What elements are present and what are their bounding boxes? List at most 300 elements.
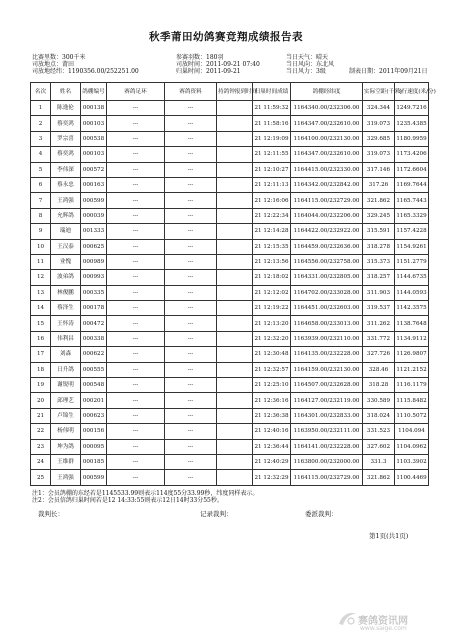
cell-distance: 318.28	[363, 378, 395, 393]
cell-distance: 318.257	[363, 270, 395, 285]
cell-speed: 1134.9112	[395, 331, 429, 346]
cell-name: 王汉泰	[51, 239, 81, 254]
header-loft-id: 鸽棚编号	[81, 83, 107, 101]
cell-ring: ---	[107, 224, 165, 239]
cell-coords: 1164451.00/232603.00	[291, 301, 363, 316]
cell-coords: 1164342.00/232842.00	[291, 177, 363, 192]
table-row	[31, 285, 429, 300]
cell-speed: 1165.7443	[395, 193, 429, 208]
cell-distance: 327.726	[363, 347, 395, 362]
table-row	[31, 408, 429, 423]
cell-coords: 1164658.00/233013.00	[291, 316, 363, 331]
table-row	[31, 378, 429, 393]
cell-pigeon-info: ---	[165, 193, 217, 208]
cell-ring: ---	[107, 131, 165, 146]
table-row	[31, 270, 429, 285]
cell-name: 邱理艺	[51, 393, 81, 408]
cell-clock-time	[217, 254, 253, 269]
cell-loft-id: 000625	[81, 239, 107, 254]
cell-loft-id: 000599	[81, 470, 107, 485]
cell-arrival: 21 11:58:16	[253, 116, 291, 131]
table-row	[31, 177, 429, 192]
table-header-row	[31, 83, 429, 101]
cell-arrival: 21 12:22:34	[253, 208, 291, 223]
cell-name: 王维群	[51, 454, 81, 469]
cell-rank: 12	[31, 270, 51, 285]
cell-distance: 331.772	[363, 331, 395, 346]
cell-ring: ---	[107, 316, 165, 331]
cell-speed: 1100.4469	[395, 470, 429, 485]
cell-rank: 25	[31, 470, 51, 485]
cell-pigeon-info: ---	[165, 439, 217, 454]
cell-distance: 315.591	[363, 224, 395, 239]
cell-speed: 1110.5072	[395, 408, 429, 423]
cell-pigeon-info: ---	[165, 424, 217, 439]
cell-ring: ---	[107, 378, 165, 393]
cell-coords: 1164127.00/232119.00	[291, 393, 363, 408]
cell-ring: ---	[107, 239, 165, 254]
cell-ring: ---	[107, 193, 165, 208]
cell-coords: 1164135.00/232228.00	[291, 347, 363, 362]
cell-name: 日升鸽	[51, 362, 81, 377]
table-row	[31, 224, 429, 239]
cell-arrival: 21 12:30:48	[253, 347, 291, 362]
cell-rank: 17	[31, 347, 51, 362]
cell-name: 林俊鹏	[51, 285, 81, 300]
cell-arrival: 21 12:40:29	[253, 454, 291, 469]
cell-ring: ---	[107, 408, 165, 423]
meta-release-coords: 司放地经纬：1190356.00/252251.00	[32, 68, 139, 75]
cell-loft-id: 000622	[81, 347, 107, 362]
cell-ring: ---	[107, 208, 165, 223]
table-row	[31, 239, 429, 254]
cell-ring: ---	[107, 362, 165, 377]
cell-pigeon-info: ---	[165, 208, 217, 223]
cell-arrival: 21 12:11:55	[253, 147, 291, 162]
cell-arrival: 21 12:14:28	[253, 224, 291, 239]
cell-ring: ---	[107, 301, 165, 316]
cell-pigeon-info: ---	[165, 239, 217, 254]
table-row	[31, 116, 429, 131]
cell-loft-id: 000472	[81, 316, 107, 331]
header-pigeon-info: 赛鸽资料	[165, 83, 217, 101]
cell-clock-time	[217, 116, 253, 131]
cell-loft-id: 000095	[81, 439, 107, 454]
cell-name: 允辉鸽	[51, 208, 81, 223]
cell-ring: ---	[107, 147, 165, 162]
cell-coords: 1163939.00/232110.00	[291, 331, 363, 346]
table-row	[31, 331, 429, 346]
cell-name: 瑞迪	[51, 224, 81, 239]
table-row	[31, 470, 429, 485]
cell-arrival: 21 12:25:10	[253, 378, 291, 393]
cell-ring: ---	[107, 101, 165, 116]
cell-speed: 1144.0593	[395, 285, 429, 300]
cell-rank: 10	[31, 239, 51, 254]
cell-speed: 1115.8482	[395, 393, 429, 408]
cell-loft-id: 000572	[81, 162, 107, 177]
cell-arrival: 21 12:19:22	[253, 301, 291, 316]
cell-clock-time	[217, 470, 253, 485]
cell-arrival: 21 12:19:09	[253, 131, 291, 146]
cell-ring: ---	[107, 347, 165, 362]
cell-loft-id: 000548	[81, 378, 107, 393]
cell-speed: 1154.9261	[395, 239, 429, 254]
table-row	[31, 316, 429, 331]
cell-clock-time	[217, 239, 253, 254]
cell-speed: 1172.6604	[395, 162, 429, 177]
cell-name: 王鸿强	[51, 193, 81, 208]
cell-coords: 1164115.00/232729.00	[291, 193, 363, 208]
header-rank: 名次	[31, 83, 51, 101]
cell-distance: 315.373	[363, 254, 395, 269]
cell-clock-time	[217, 270, 253, 285]
cell-loft-id: 000201	[81, 393, 107, 408]
cell-clock-time	[217, 101, 253, 116]
cell-name: 业愧	[51, 254, 81, 269]
cell-pigeon-info: ---	[165, 116, 217, 131]
cell-rank: 7	[31, 193, 51, 208]
cell-pigeon-info: ---	[165, 378, 217, 393]
site-watermark	[336, 608, 436, 634]
meta-entries: 参赛羽数：180羽	[176, 54, 224, 61]
cell-distance: 318.024	[363, 408, 395, 423]
cell-clock-time	[217, 162, 253, 177]
table-row	[31, 208, 429, 223]
cell-clock-time	[217, 378, 253, 393]
cell-name: 蔡奕鸿	[51, 147, 81, 162]
cell-arrival: 21 12:36:16	[253, 393, 291, 408]
cell-ring: ---	[107, 116, 165, 131]
cell-loft-id: 000178	[81, 301, 107, 316]
cell-loft-id: 000555	[81, 362, 107, 377]
cell-clock-time	[217, 301, 253, 316]
cell-pigeon-info: ---	[165, 162, 217, 177]
cell-loft-id: 000338	[81, 331, 107, 346]
cell-clock-time	[217, 131, 253, 146]
cell-clock-time	[217, 208, 253, 223]
cell-rank: 3	[31, 131, 51, 146]
cell-rank: 6	[31, 177, 51, 192]
cell-coords: 1164100.00/232130.00	[291, 131, 363, 146]
table-row	[31, 454, 429, 469]
cell-rank: 14	[31, 301, 51, 316]
cell-rank: 11	[31, 254, 51, 269]
cell-name: 罗宗喜	[51, 131, 81, 146]
cell-name: 王怀涛	[51, 316, 81, 331]
cell-distance: 327.602	[363, 439, 395, 454]
meta-release-time: 司放时间：2011-09-21 07:40	[176, 61, 260, 68]
header-distance: 实际空距(千米)	[363, 83, 395, 101]
cell-coords: 1164301.00/232833.00	[291, 408, 363, 423]
cell-rank: 24	[31, 454, 51, 469]
signature-commissioner: 委派裁判：	[305, 510, 338, 518]
cell-name: 陈逸伦	[51, 101, 81, 116]
cell-clock-time	[217, 285, 253, 300]
table-row	[31, 301, 429, 316]
meta-wind: 当日风向：东北风	[286, 61, 335, 68]
cell-distance: 328.46	[363, 362, 395, 377]
cell-loft-id: 000156	[81, 424, 107, 439]
cell-name: 李伟深	[51, 162, 81, 177]
cell-name: 杨伟明	[51, 424, 81, 439]
cell-coords: 1164340.00/232306.00	[291, 101, 363, 116]
cell-loft-id: 000103	[81, 147, 107, 162]
watermark-url: www.saige.com	[360, 625, 407, 632]
cell-distance: 319.073	[363, 147, 395, 162]
cell-name: 蔡永忠	[51, 177, 81, 192]
cell-loft-id: 000599	[81, 193, 107, 208]
cell-speed: 1249.7216	[395, 101, 429, 116]
cell-pigeon-info: ---	[165, 316, 217, 331]
cell-name: 刘森	[51, 347, 81, 362]
cell-ring: ---	[107, 439, 165, 454]
cell-loft-id: 000623	[81, 408, 107, 423]
cell-clock-time	[217, 454, 253, 469]
cell-pigeon-info: ---	[165, 470, 217, 485]
cell-clock-time	[217, 331, 253, 346]
cell-ring: ---	[107, 254, 165, 269]
cell-distance: 311.262	[363, 316, 395, 331]
cell-speed: 1126.9807	[395, 347, 429, 362]
table-row	[31, 439, 429, 454]
cell-speed: 1157.4228	[395, 224, 429, 239]
cell-distance: 331.3	[363, 454, 395, 469]
cell-distance: 331.523	[363, 424, 395, 439]
cell-coords: 1164415.00/232330.00	[291, 162, 363, 177]
cell-clock-time	[217, 316, 253, 331]
table-row	[31, 362, 429, 377]
report-title: 秋季莆田幼鸽赛竞翔成绩报告表	[149, 31, 303, 43]
cell-distance: 318.278	[363, 239, 395, 254]
cell-arrival: 21 12:40:16	[253, 424, 291, 439]
cell-ring: ---	[107, 331, 165, 346]
cell-ring: ---	[107, 470, 165, 485]
cell-clock-time	[217, 362, 253, 377]
cell-name: 伟利昌	[51, 331, 81, 346]
cell-coords: 1164347.00/232610.00	[291, 147, 363, 162]
cell-loft-id: 000103	[81, 116, 107, 131]
cell-arrival: 21 12:12:02	[253, 285, 291, 300]
cell-name: 蔡泽生	[51, 301, 81, 316]
cell-speed: 1169.7644	[395, 177, 429, 192]
cell-speed: 1235.4385	[395, 116, 429, 131]
cell-pigeon-info: ---	[165, 285, 217, 300]
table-row	[31, 393, 429, 408]
header-arrival: 归巢时间成绩	[253, 83, 291, 101]
cell-name: 波弟鸽	[51, 270, 81, 285]
cell-speed: 1121.2152	[395, 362, 429, 377]
table-row	[31, 347, 429, 362]
cell-ring: ---	[107, 270, 165, 285]
meta-release-place: 司放地点：莆田	[32, 61, 75, 68]
cell-ring: ---	[107, 177, 165, 192]
header-clock-time: 持鸽钟报到时间	[217, 83, 253, 101]
cell-speed: 1138.7648	[395, 316, 429, 331]
cell-loft-id: 000335	[81, 285, 107, 300]
cell-coords: 1164556.00/232758.00	[291, 254, 363, 269]
cell-loft-id: 000538	[81, 131, 107, 146]
cell-distance: 324.344	[363, 101, 395, 116]
header-speed: 飞行速度(米/分)	[395, 83, 429, 101]
cell-loft-id: 000989	[81, 254, 107, 269]
cell-clock-time	[217, 408, 253, 423]
cell-coords: 1164347.00/232610.00	[291, 116, 363, 131]
pigeon-logo-icon	[336, 608, 358, 630]
cell-arrival: 21 12:18:02	[253, 270, 291, 285]
cell-clock-time	[217, 177, 253, 192]
cell-pigeon-info: ---	[165, 131, 217, 146]
cell-loft-id: 000185	[81, 454, 107, 469]
cell-speed: 1180.9959	[395, 131, 429, 146]
cell-name: 坤为鸽	[51, 439, 81, 454]
cell-coords: 1164115.00/232729.00	[291, 470, 363, 485]
cell-rank: 23	[31, 439, 51, 454]
cell-distance: 330.589	[363, 393, 395, 408]
cell-clock-time	[217, 224, 253, 239]
cell-rank: 19	[31, 378, 51, 393]
cell-arrival: 21 11:59:32	[253, 101, 291, 116]
cell-distance: 321.862	[363, 193, 395, 208]
table-row	[31, 131, 429, 146]
cell-rank: 1	[31, 101, 51, 116]
cell-speed: 1142.3575	[395, 301, 429, 316]
table-row	[31, 193, 429, 208]
cell-name: 王鸿强	[51, 470, 81, 485]
note-coordinates: 注1：会员鸽棚的东经若是1145533.99则表示114度55分33.99秒，纬度同样表示。	[32, 490, 259, 497]
cell-coords: 1164459.00/232636.00	[291, 239, 363, 254]
cell-arrival: 21 12:32:29	[253, 470, 291, 485]
cell-speed: 1104.094	[395, 424, 429, 439]
cell-rank: 18	[31, 362, 51, 377]
cell-arrival: 21 12:16:06	[253, 193, 291, 208]
cell-speed: 1144.6735	[395, 270, 429, 285]
cell-ring: ---	[107, 162, 165, 177]
cell-coords: 1164159.00/232130.00	[291, 362, 363, 377]
note-arrival-time: 注2：会员信鸽归巢时间若是12 14:33:55则表示12日14时33分55秒。	[32, 497, 223, 504]
cell-rank: 4	[31, 147, 51, 162]
cell-coords: 1164507.00/232628.00	[291, 378, 363, 393]
cell-rank: 2	[31, 116, 51, 131]
cell-distance: 311.903	[363, 285, 395, 300]
cell-arrival: 21 12:15:35	[253, 239, 291, 254]
cell-clock-time	[217, 147, 253, 162]
page-number: 第1页(共1页)	[369, 532, 409, 540]
cell-name: 谢锐明	[51, 378, 81, 393]
header-coords: 鸽棚经纬度	[291, 83, 363, 101]
cell-name: 卢锦生	[51, 408, 81, 423]
cell-loft-id: 000039	[81, 208, 107, 223]
cell-rank: 16	[31, 331, 51, 346]
cell-rank: 15	[31, 316, 51, 331]
cell-distance: 329.685	[363, 131, 395, 146]
cell-pigeon-info: ---	[165, 101, 217, 116]
cell-distance: 317.146	[363, 162, 395, 177]
cell-rank: 20	[31, 393, 51, 408]
cell-pigeon-info: ---	[165, 408, 217, 423]
cell-arrival: 21 12:32:57	[253, 362, 291, 377]
cell-arrival: 21 12:36:44	[253, 439, 291, 454]
cell-speed: 1116.1179	[395, 378, 429, 393]
cell-distance: 321.862	[363, 470, 395, 485]
cell-loft-id: 000163	[81, 177, 107, 192]
cell-clock-time	[217, 439, 253, 454]
cell-distance: 329.245	[363, 208, 395, 223]
cell-loft-id: 000993	[81, 270, 107, 285]
cell-arrival: 21 12:32:20	[253, 331, 291, 346]
cell-coords: 1164422.00/232922.00	[291, 224, 363, 239]
cell-ring: ---	[107, 285, 165, 300]
cell-pigeon-info: ---	[165, 454, 217, 469]
signature-referee: 裁判长：	[38, 510, 64, 518]
results-table	[30, 82, 436, 486]
meta-weather: 当日天气：晴天	[286, 54, 329, 61]
header-ring: 赛鸽足环	[107, 83, 165, 101]
cell-arrival: 21 12:13:20	[253, 316, 291, 331]
cell-pigeon-info: ---	[165, 224, 217, 239]
cell-pigeon-info: ---	[165, 147, 217, 162]
cell-clock-time	[217, 347, 253, 362]
meta-return-date: 归巢时间：2011-09-21	[176, 68, 241, 75]
cell-ring: ---	[107, 424, 165, 439]
cell-speed: 1165.3329	[395, 208, 429, 223]
cell-speed: 1104.0962	[395, 439, 429, 454]
cell-pigeon-info: ---	[165, 254, 217, 269]
cell-clock-time	[217, 193, 253, 208]
table-row	[31, 424, 429, 439]
table-row	[31, 101, 429, 116]
cell-pigeon-info: ---	[165, 362, 217, 377]
watermark-brand: 赛鸽资讯网	[358, 616, 408, 627]
cell-speed: 1173.4206	[395, 147, 429, 162]
cell-arrival: 21 12:36:38	[253, 408, 291, 423]
cell-rank: 21	[31, 408, 51, 423]
cell-loft-id: 000138	[81, 101, 107, 116]
cell-distance: 319.537	[363, 301, 395, 316]
cell-pigeon-info: ---	[165, 393, 217, 408]
cell-rank: 13	[31, 285, 51, 300]
table-row	[31, 254, 429, 269]
meta-distance: 比赛里数：300千米	[32, 54, 86, 61]
cell-speed: 1103.3902	[395, 454, 429, 469]
cell-rank: 22	[31, 424, 51, 439]
cell-coords: 1164044.00/232206.00	[291, 208, 363, 223]
signature-recorder: 记录裁判：	[200, 510, 233, 518]
header-name: 姓名	[51, 83, 81, 101]
cell-loft-id: 001333	[81, 224, 107, 239]
table-row	[31, 162, 429, 177]
cell-distance: 317.26	[363, 177, 395, 192]
cell-pigeon-info: ---	[165, 301, 217, 316]
cell-arrival: 21 12:10:27	[253, 162, 291, 177]
cell-rank: 8	[31, 208, 51, 223]
cell-pigeon-info: ---	[165, 331, 217, 346]
cell-pigeon-info: ---	[165, 270, 217, 285]
cell-speed: 1151.2779	[395, 254, 429, 269]
cell-rank: 9	[31, 224, 51, 239]
cell-distance: 319.073	[363, 116, 395, 131]
cell-clock-time	[217, 393, 253, 408]
cell-arrival: 21 12:13:56	[253, 254, 291, 269]
cell-name: 蔡奕鸿	[51, 116, 81, 131]
cell-coords: 1164331.00/232805.00	[291, 270, 363, 285]
table-row	[31, 147, 429, 162]
cell-coords: 1164702.00/233028.00	[291, 285, 363, 300]
cell-rank: 5	[31, 162, 51, 177]
meta-wind-force: 当日风力：3级	[286, 68, 326, 75]
cell-clock-time	[217, 424, 253, 439]
cell-pigeon-info: ---	[165, 347, 217, 362]
